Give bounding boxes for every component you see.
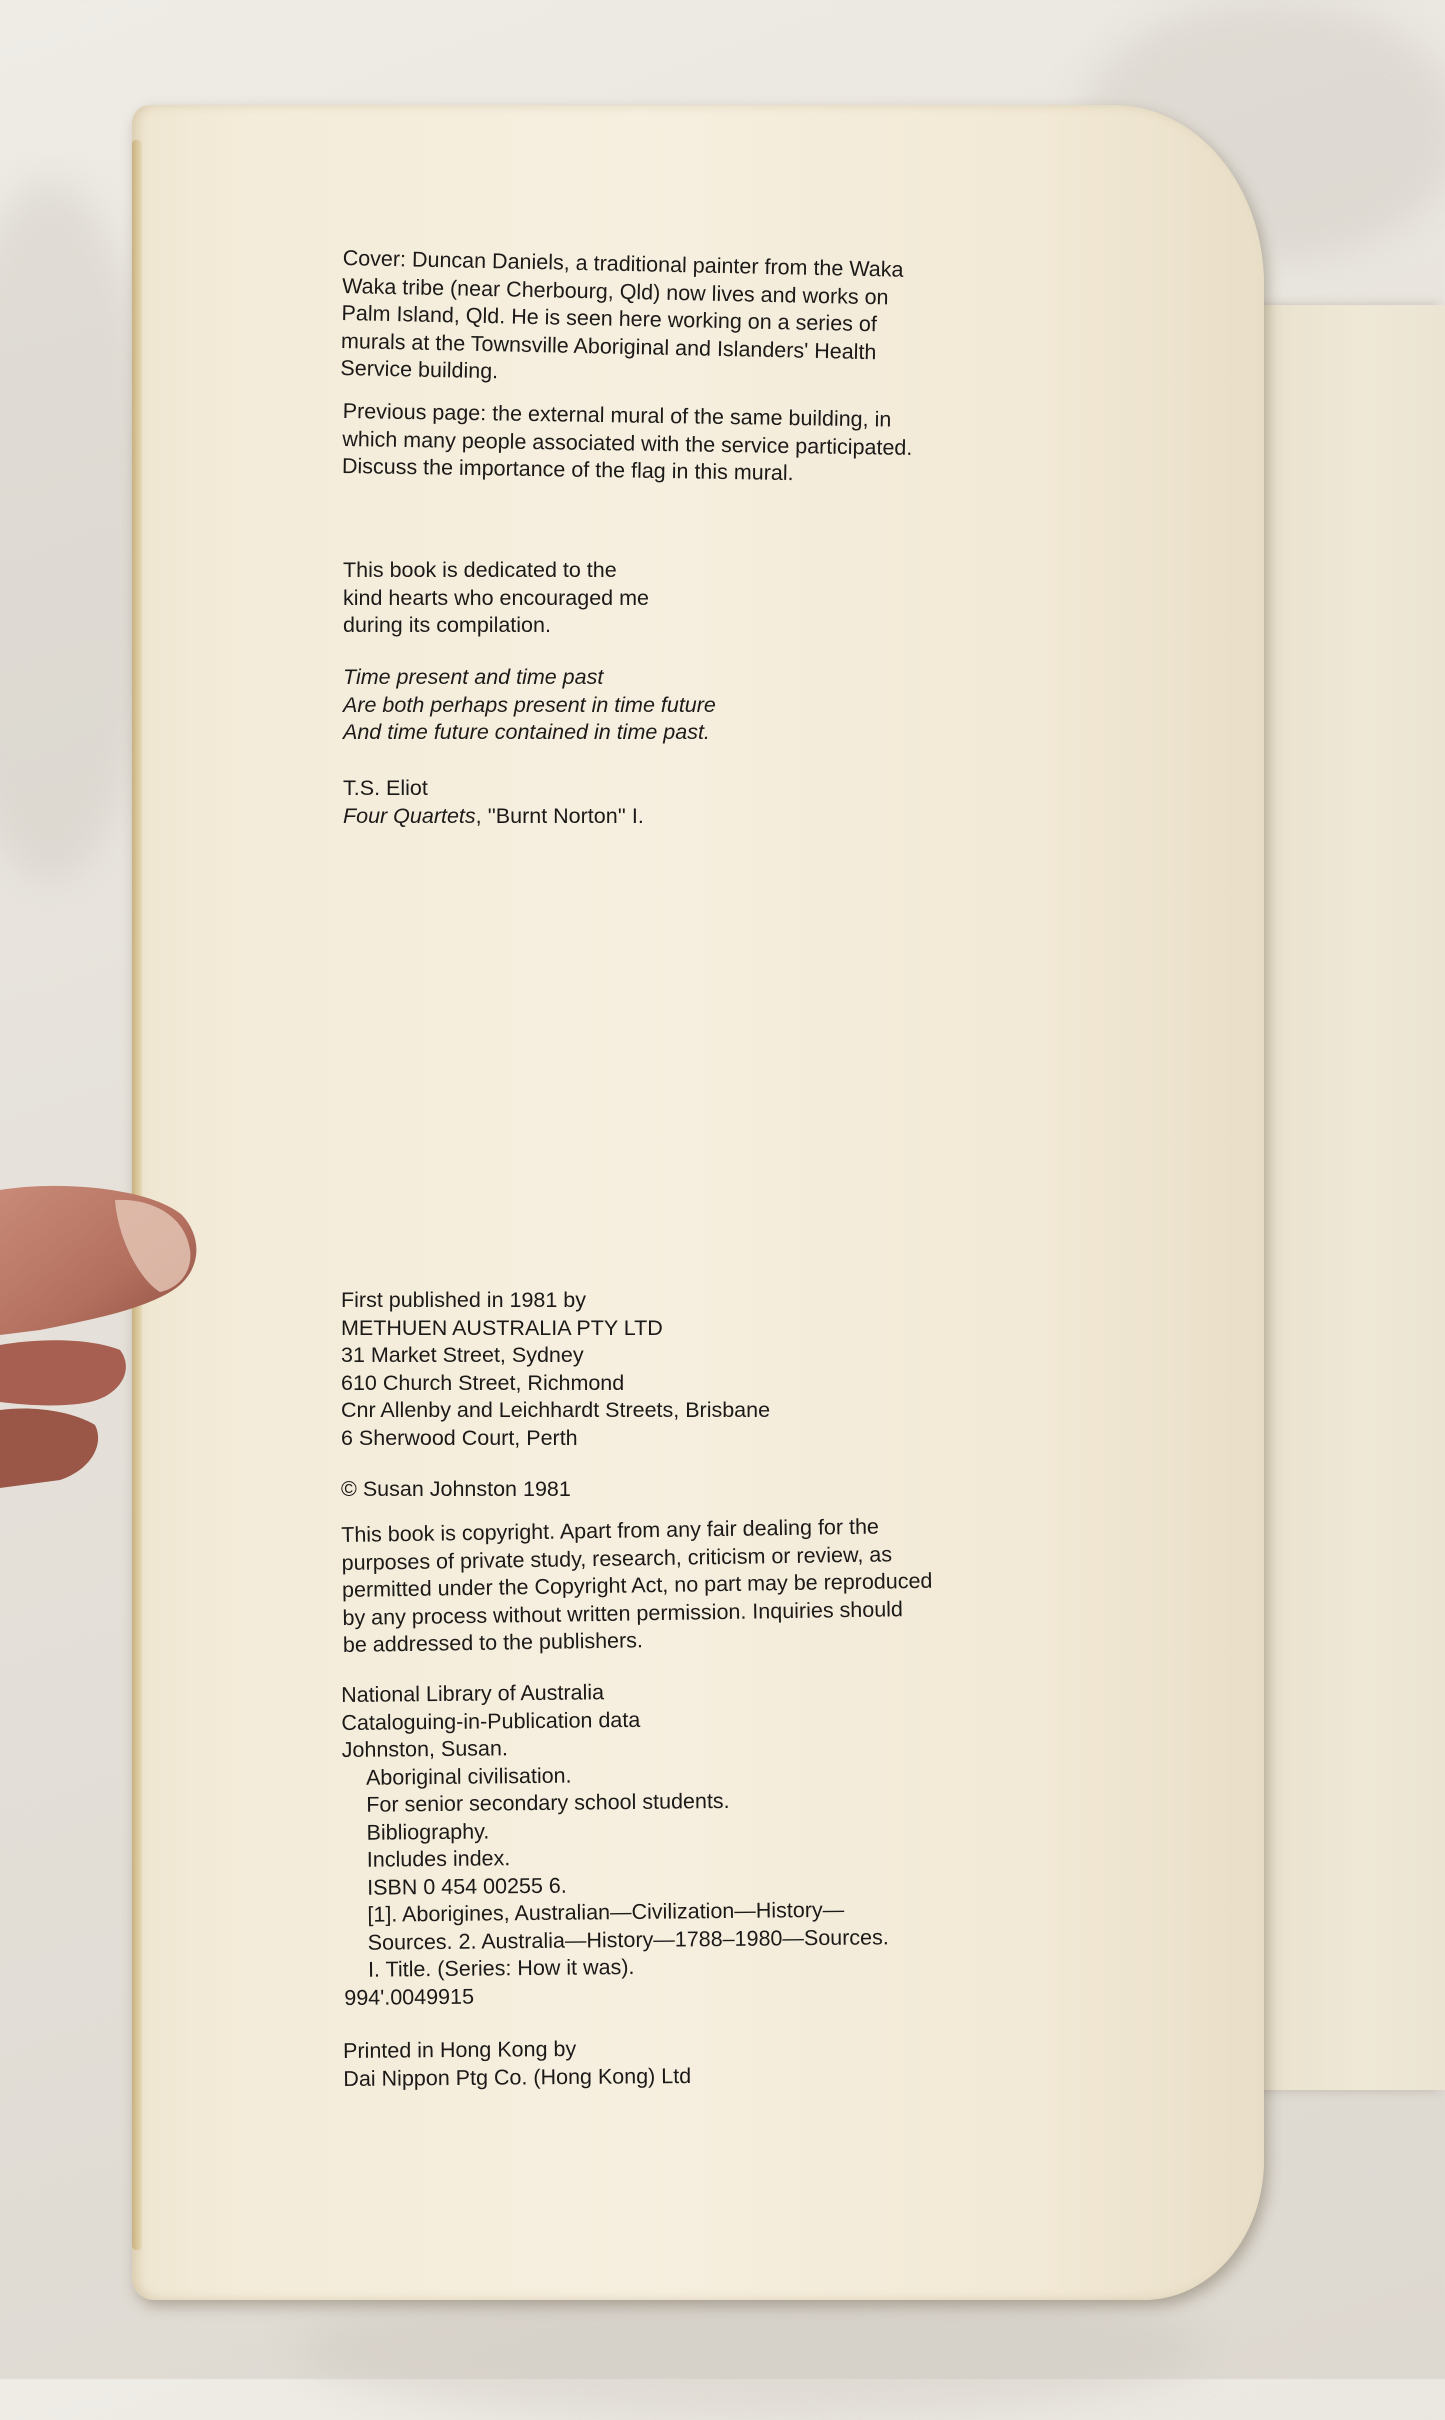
copyright-line (341, 1476, 571, 1504)
epigraph-line: Time present and time past (343, 665, 604, 689)
cover-note-line: Waka tribe (near Cherbourg, Qld) now lives and works on (341, 273, 889, 309)
cataloguing-entry: Sources. 2. Australia—History—1788–1980—Sources. (367, 1924, 889, 1955)
publisher-line: Cnr Allenby and Leichhardt Streets, Brisbane (341, 1398, 771, 1422)
copyright-notice-line: This book is copyright. Apart from any fair dealing for the (341, 1514, 880, 1547)
epigraph-source-rest: , ''Burnt Norton'' I. (475, 803, 644, 828)
cover-note-line: Cover: Duncan Daniels, a traditional painter from the Waka (342, 245, 904, 282)
previous-page-line: Discuss the importance of the flag in this mural. (341, 453, 794, 486)
classification-number: 994'.0049915 (344, 1984, 475, 2010)
epigraph-line: Are both perhaps present in time future (343, 692, 716, 717)
copyright-notice-line: permitted under the Copyright Act, no part may be reproduced (341, 1568, 933, 1602)
publisher-line: 610 Church Street, Richmond (341, 1370, 625, 1395)
epigraph-attribution (343, 775, 644, 830)
epigraph-quote (343, 664, 716, 747)
cataloguing-entry: Aboriginal civilisation. (365, 1763, 572, 1790)
publisher-line: 31 Market Street, Sydney (341, 1343, 584, 1367)
isbn: ISBN 0 454 00255 6. (367, 1873, 567, 1900)
previous-page-line: which many people associated with the service participated. (342, 426, 913, 460)
previous-page-line: Previous page: the external mural of the same building, in (342, 398, 892, 432)
cataloguing-data (341, 1676, 889, 2012)
epigraph-source (343, 803, 644, 831)
publisher-line: First published in 1981 by (341, 1288, 587, 1312)
cover-note-line: Service building. (340, 355, 499, 384)
cover-note-line: Palm Island, Qld. He is seen here working on a series of (341, 300, 878, 337)
cataloguing-header-line: Johnston, Susan. (341, 1736, 508, 1762)
cataloguing-entry: I. Title. (Series: How it was). (367, 1954, 635, 1982)
cataloguing-entry: Includes index. (366, 1846, 511, 1872)
copyright-notice-line: by any process without written permission. Inquiries should (342, 1596, 904, 1630)
cataloguing-entry: For senior secondary school students. (366, 1788, 730, 1817)
printer-block (343, 2035, 691, 2093)
cataloguing-entry: [1]. Aborigines, Australian—Civilization—History— (367, 1897, 845, 1927)
copyright-notice (341, 1513, 933, 1660)
cover-note (340, 245, 904, 394)
cataloguing-header-line: Cataloguing-in-Publication data (341, 1707, 641, 1735)
dedication-line: kind hearts who encouraged me (343, 585, 649, 610)
epigraph-source-title: Four Quartets (343, 803, 476, 828)
copyright-notice-line: purposes of private study, research, criticism or review, as (341, 1541, 893, 1575)
thumb-photo (0, 1170, 200, 1490)
cloth-fold (300, 2280, 1200, 2420)
epigraph-line: And time future contained in time past. (343, 720, 710, 744)
copyright-holder: © Susan Johnston 1981 (341, 1477, 571, 1501)
dedication (343, 557, 649, 640)
cover-note-line: murals at the Townsville Aboriginal and Islanders' Health (340, 328, 877, 364)
dedication-line: during its compilation. (343, 613, 551, 637)
copyright-notice-line: be addressed to the publishers. (342, 1628, 644, 1657)
cataloguing-entry: Bibliography. (366, 1818, 490, 1845)
printer-line: Printed in Hong Kong by (343, 2036, 577, 2063)
publisher-line: METHUEN AUSTRALIA PTY LTD (341, 1315, 663, 1340)
publisher-block (341, 1287, 770, 1452)
dedication-line: This book is dedicated to the (343, 558, 617, 582)
printer-line: Dai Nippon Ptg Co. (Hong Kong) Ltd (343, 2063, 692, 2091)
publisher-line: 6 Sherwood Court, Perth (341, 1425, 578, 1450)
previous-page-note (342, 398, 913, 489)
facing-page (1240, 305, 1445, 2090)
epigraph-author: T.S. Eliot (343, 776, 428, 800)
cataloguing-header-line: National Library of Australia (341, 1680, 605, 1707)
